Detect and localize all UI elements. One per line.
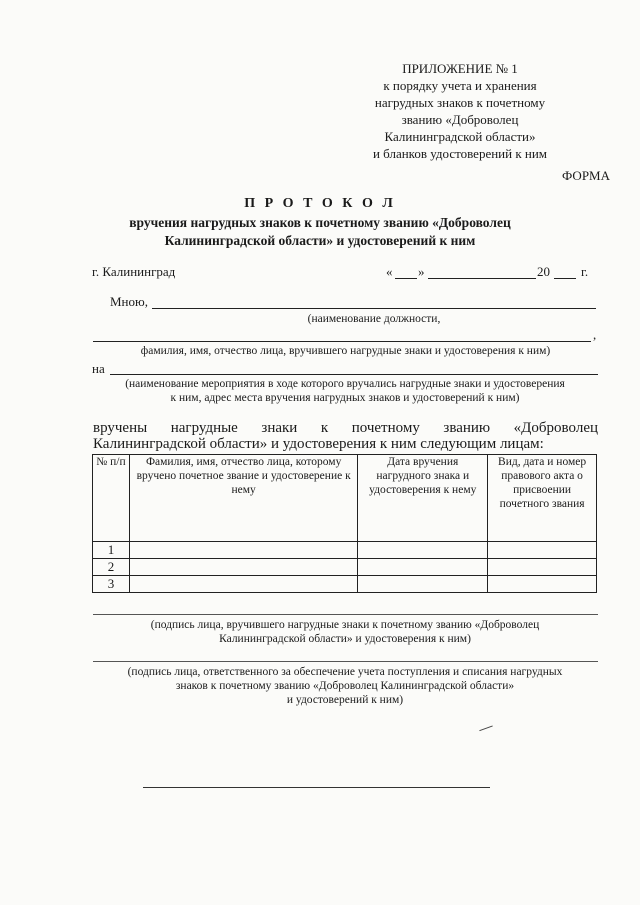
row-number: 1	[93, 542, 130, 559]
cell-date[interactable]	[358, 576, 488, 593]
appendix-line: и бланков удостоверений к ним	[372, 146, 548, 161]
document-title: П Р О Т О К О Л	[244, 196, 396, 211]
signature1-caption-line1: (подпись лица, вручившего нагрудные знаки к почетному званию «Доброволец	[150, 619, 540, 631]
appendix-line: к порядку учета и хранения	[383, 78, 537, 93]
event-caption-line1: (наименование мероприятия в ходе которого вручались нагрудные знаки и удостоверения	[125, 378, 565, 390]
person-field[interactable]	[93, 341, 591, 342]
appendix-line: нагрудных знаков к почетному	[374, 95, 546, 110]
signature2-caption-line3: и удостоверений к ним)	[286, 694, 404, 706]
appendix-line: званию «Доброволец	[401, 112, 519, 127]
date-close-quote: »	[418, 264, 425, 279]
date-year-suffix: г.	[581, 264, 589, 279]
cell-act[interactable]	[488, 542, 597, 559]
cell-date[interactable]	[358, 542, 488, 559]
form-label: ФОРМА	[562, 168, 610, 183]
date-open-quote: «	[386, 264, 393, 279]
bottom-line	[143, 787, 490, 788]
header-award-date: Дата вручения нагрудного знака и удостоверения к нему	[358, 455, 488, 542]
table-row	[93, 559, 597, 576]
row-number: 3	[93, 576, 130, 593]
table-header-row	[93, 455, 597, 542]
awarded-text-line1: вручены нагрудные знаки к почетному званию «Доброволец	[93, 420, 598, 436]
signature1-field[interactable]	[93, 614, 598, 615]
row-number: 2	[93, 559, 130, 576]
table-row	[93, 576, 597, 593]
appendix-block	[300, 60, 620, 162]
cell-act[interactable]	[488, 559, 597, 576]
document-subtitle	[60, 214, 580, 250]
cell-name[interactable]	[129, 559, 357, 576]
signature2-caption-line2: знаков к почетному званию «Доброволец Калининградской области»	[175, 680, 515, 692]
city-label: г. Калининград	[92, 264, 176, 279]
header-number: № п/п	[93, 455, 130, 542]
date-year-field[interactable]	[554, 278, 576, 279]
trailing-comma: ,	[593, 327, 597, 342]
date-year-prefix: 20	[537, 264, 550, 279]
header-legal-act: Вид, дата и номер правового акта о присвоении почетного звания	[488, 455, 597, 542]
cell-name[interactable]	[129, 576, 357, 593]
signature2-field[interactable]	[93, 661, 598, 662]
position-field[interactable]	[152, 308, 596, 309]
signature2-caption-line1: (подпись лица, ответственного за обеспечение учета поступления и списания нагрудных	[127, 666, 563, 678]
subtitle-line: вручения нагрудных знаков к почетному званию «Доброволец	[129, 215, 511, 230]
recipients-table	[92, 454, 597, 593]
by-me-label: Мною,	[110, 294, 148, 309]
appendix-line: Калининградской области»	[384, 129, 536, 144]
cell-name[interactable]	[129, 542, 357, 559]
date-day-field[interactable]	[395, 278, 417, 279]
position-caption: (наименование должности,	[307, 313, 441, 325]
event-field[interactable]	[110, 374, 598, 375]
person-caption: фамилия, имя, отчество лица, вручившего нагрудные знаки и удостоверения к ним)	[140, 345, 551, 357]
subtitle-line: Калининградской области» и удостоверений к ним	[164, 233, 476, 248]
awarded-text-line2: Калининградской области» и удостоверения к ним следующим лицам:	[93, 436, 544, 452]
date-month-field[interactable]	[428, 278, 536, 279]
appendix-line: ПРИЛОЖЕНИЕ № 1	[402, 61, 518, 76]
signature1-caption-line2: Калининградской области» и удостоверения к ним)	[219, 633, 471, 645]
header-full-name: Фамилия, имя, отчество лица, которому вручено почетное звание и удостоверение к нему	[129, 455, 357, 542]
table-row	[93, 542, 597, 559]
cell-act[interactable]	[488, 576, 597, 593]
cell-date[interactable]	[358, 559, 488, 576]
event-label: на	[92, 361, 105, 376]
pen-mark	[477, 720, 493, 731]
event-caption-line2: к ним, адрес места вручения нагрудных знаков и удостоверений к ним)	[170, 392, 520, 404]
